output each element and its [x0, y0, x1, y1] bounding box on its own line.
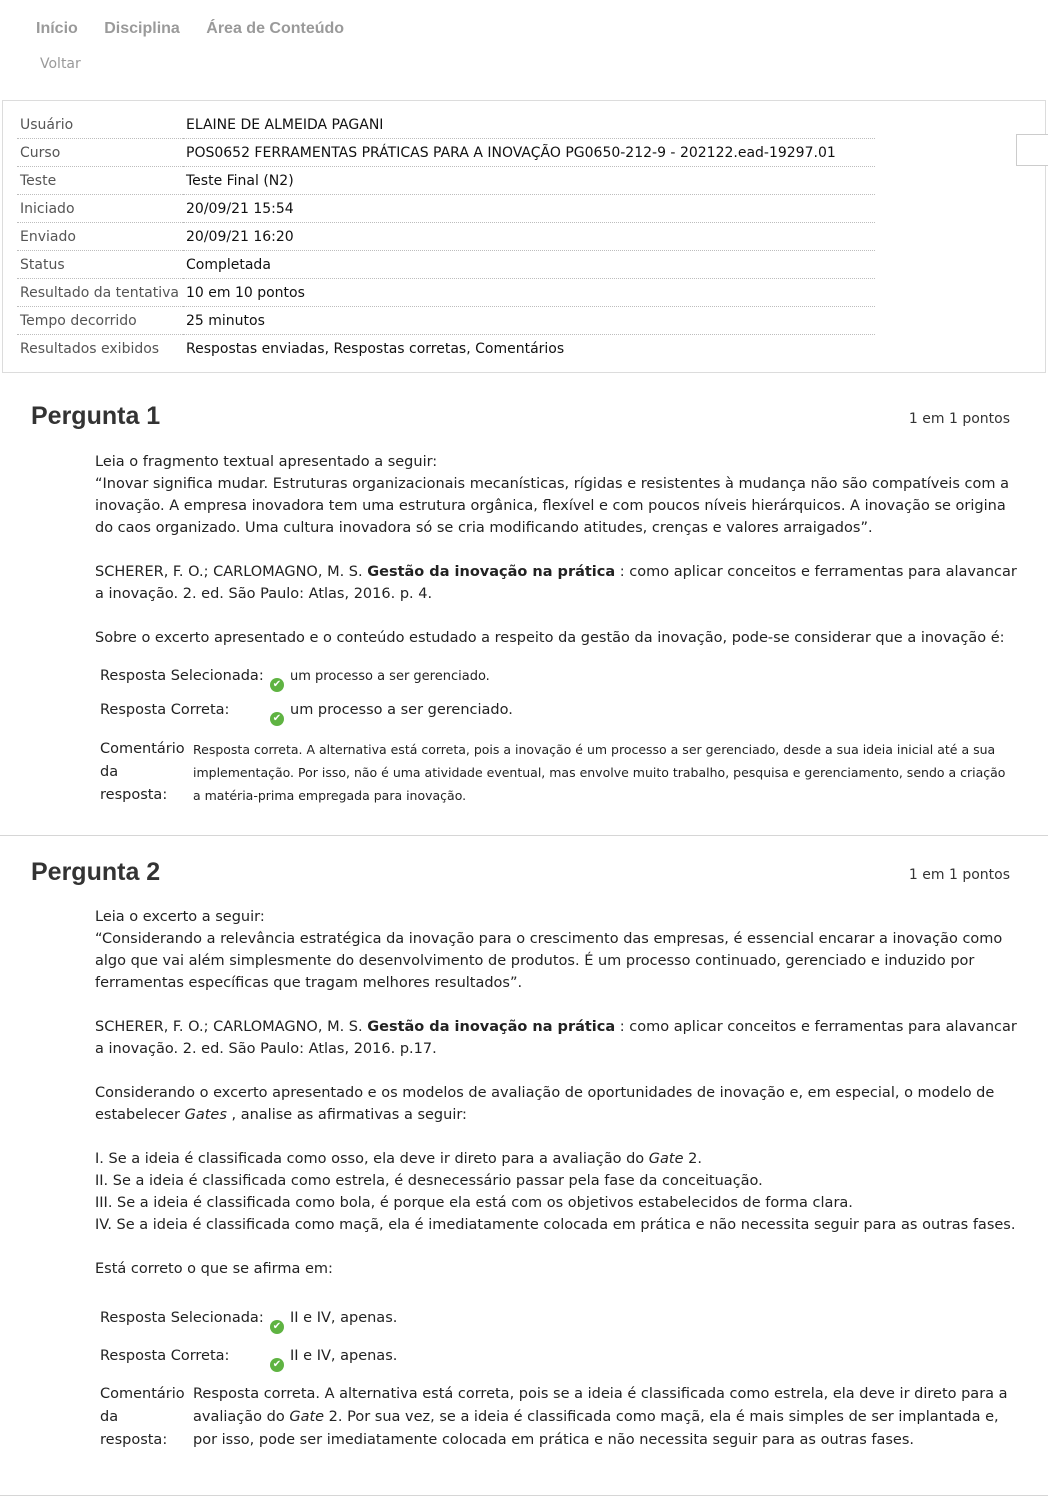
ref-authors: SCHERER, F. O.; CARLOMAGNO, M. S.: [95, 1019, 363, 1035]
selected-answer-label: Resposta Selecionada:: [100, 668, 264, 684]
comment-text: Resposta correta. A alternativa está correta, pois se a ideia é classificada como estrela, ela deve ir direto para a avaliação do Gate 2. Por sua vez, se a ideia é classificada como maçã, ela é mais simples de ser implantada e, por isso, pode ser imediatamente colocada em prática e não necessita seguir para as outras fases.: [193, 1386, 1008, 1448]
question-reference: [95, 1016, 1020, 1060]
selected-answer: [100, 1310, 397, 1331]
selected-answer-text: II e IV, apenas.: [290, 1310, 398, 1326]
question-1-body: [95, 451, 1020, 649]
table-row: [17, 335, 875, 363]
row-value: 10 em 10 pontos: [183, 279, 875, 307]
table-row: [17, 223, 875, 251]
table-row: [17, 139, 875, 167]
question-ask: Está correto o que se afirma em:: [95, 1261, 333, 1277]
row-label: Iniciado: [17, 195, 183, 223]
correct-answer: [100, 702, 513, 723]
table-row: [17, 167, 875, 195]
row-label: Resultados exibidos: [20, 340, 160, 357]
check-icon: ✔: [270, 678, 284, 692]
question-prompt: Considerando o excerto apresentado e os modelos de avaliação de oportunidades de inovação e, em especial, o modelo de estabelecer Gates , analise as afirmativas a seguir:: [95, 1085, 995, 1123]
question-reference: [95, 561, 1020, 605]
attempt-summary: [2, 100, 1046, 373]
comment-text: Resposta correta. A alternativa está correta, pois a inovação é um processo a ser gerenciado, desde a sua ideia inicial até a sua implementação. Por isso, não é uma atividade eventual, mas envolve muito trabalho, pesquisa e gerenciamento, sendo a criação a matéria-prima empregada para inovação.: [193, 742, 1006, 803]
table-row: [17, 111, 875, 139]
question-quote: “Considerando a relevância estratégica da inovação para o crescimento das empresas, é essencial encarar a inovação como algo que vai além simplesmente do desenvolvimento de produtos. É um processo continuado, gerenciado e induzido por ferramentas específicas que tragam melhores resultados”.: [95, 931, 1003, 991]
row-label: Enviado: [17, 223, 183, 251]
question-2-body: [95, 906, 1020, 1280]
table-row: [17, 279, 875, 307]
statement-3: III. Se a ideia é classificada como bola, é porque ela está com os objetivos estabelecidos de forma clara.: [95, 1195, 853, 1211]
row-label: Teste: [17, 167, 183, 195]
row-label: Resultado da tentativa: [17, 279, 183, 307]
check-icon: ✔: [270, 1320, 284, 1334]
row-value: 25 minutos: [183, 307, 875, 335]
comment-label: Comentário da resposta:: [100, 1386, 185, 1448]
divider: [0, 1495, 1048, 1496]
statement-1: I. Se a ideia é classificada como osso, ela deve ir direto para a avaliação do Gate 2.: [95, 1151, 702, 1167]
row-value: POS0652 FERRAMENTAS PRÁTICAS PARA A INOVAÇÃO PG0650-212-9 - 202122.ead-19297.01: [183, 139, 875, 167]
correct-answer-text: um processo a ser gerenciado.: [290, 702, 513, 718]
ref-rest: : como aplicar conceitos e ferramentas para alavancar a inovação. 2. ed. São Paulo: Atlas, 2016. p.17.: [95, 1019, 1017, 1057]
row-value: ELAINE DE ALMEIDA PAGANI: [183, 111, 875, 139]
correct-answer-label: Resposta Correta:: [100, 1348, 230, 1364]
question-points: 1 em 1 pontos: [908, 867, 1010, 883]
statement-2: II. Se a ideia é classificada como estrela, é desnecessário passar pela fase da conceituação.: [95, 1173, 763, 1189]
row-label: Curso: [17, 139, 183, 167]
ref-title: Gestão da inovação na prática: [367, 1019, 616, 1035]
selected-answer-label: Resposta Selecionada:: [100, 1310, 264, 1326]
question-quote: “Inovar significa mudar. Estruturas organizacionais mecanísticas, rígidas e resistentes à mudança não são compatíveis com a inovação. A empresa inovadora tem uma estrutura orgânica, flexível e com poucos níveis hierárquicos. A inovação se origina do caos organizado. Uma cultura inovadora só se cria modificando atitudes, crenças e valores arraigados”.: [95, 476, 1009, 536]
ref-title: Gestão da inovação na prática: [367, 564, 616, 580]
correct-answer-label: Resposta Correta:: [100, 702, 230, 718]
divider: [0, 835, 1048, 836]
row-label: Usuário: [17, 111, 183, 139]
row-value: 20/09/21 16:20: [183, 223, 875, 251]
side-panel-tab[interactable]: [1016, 134, 1048, 166]
comment-label: Comentário da resposta:: [100, 741, 185, 803]
statement-4: IV. Se a ideia é classificada como maçã, ela é imediatamente colocada em prática e não necessita seguir para as outras fases.: [95, 1217, 1016, 1233]
table-row: [17, 307, 875, 335]
back-link[interactable]: Voltar: [40, 56, 81, 72]
row-value: Teste Final (N2): [183, 167, 875, 195]
question-title: Pergunta 2: [31, 858, 161, 886]
attempt-summary-table: [17, 111, 875, 362]
ref-rest: : como aplicar conceitos e ferramentas para alavancar a inovação. 2. ed. São Paulo: Atlas, 2016. p. 4.: [95, 564, 1017, 602]
row-value: Completada: [183, 251, 875, 279]
correct-answer-text: II e IV, apenas.: [290, 1348, 398, 1364]
row-label: Tempo decorrido: [17, 307, 183, 335]
table-row: [17, 251, 875, 279]
table-row: [17, 195, 875, 223]
ref-authors: SCHERER, F. O.; CARLOMAGNO, M. S.: [95, 564, 363, 580]
breadcrumb-disciplina[interactable]: Disciplina: [104, 20, 180, 37]
row-label: Status: [17, 251, 183, 279]
breadcrumb-inicio[interactable]: Início: [36, 20, 78, 37]
question-points: 1 em 1 pontos: [908, 411, 1010, 427]
row-value: 20/09/21 15:54: [183, 195, 875, 223]
row-value: Respostas enviadas, Respostas corretas, Comentários: [186, 340, 565, 357]
selected-answer-text: um processo a ser gerenciado.: [290, 669, 490, 684]
check-icon: ✔: [270, 1358, 284, 1372]
breadcrumb: [36, 20, 366, 38]
question-intro: Leia o excerto a seguir:: [95, 909, 265, 925]
question-prompt: Sobre o excerto apresentado e o conteúdo estudado a respeito da gestão da inovação, pode-se considerar que a inovação é:: [95, 630, 1005, 646]
correct-answer: [100, 1348, 397, 1369]
selected-answer: [100, 668, 490, 689]
question-intro: Leia o fragmento textual apresentado a seguir:: [95, 454, 438, 470]
breadcrumb-area-de-conteudo[interactable]: Área de Conteúdo: [206, 20, 345, 37]
check-icon: ✔: [270, 712, 284, 726]
question-title: Pergunta 1: [31, 402, 161, 430]
